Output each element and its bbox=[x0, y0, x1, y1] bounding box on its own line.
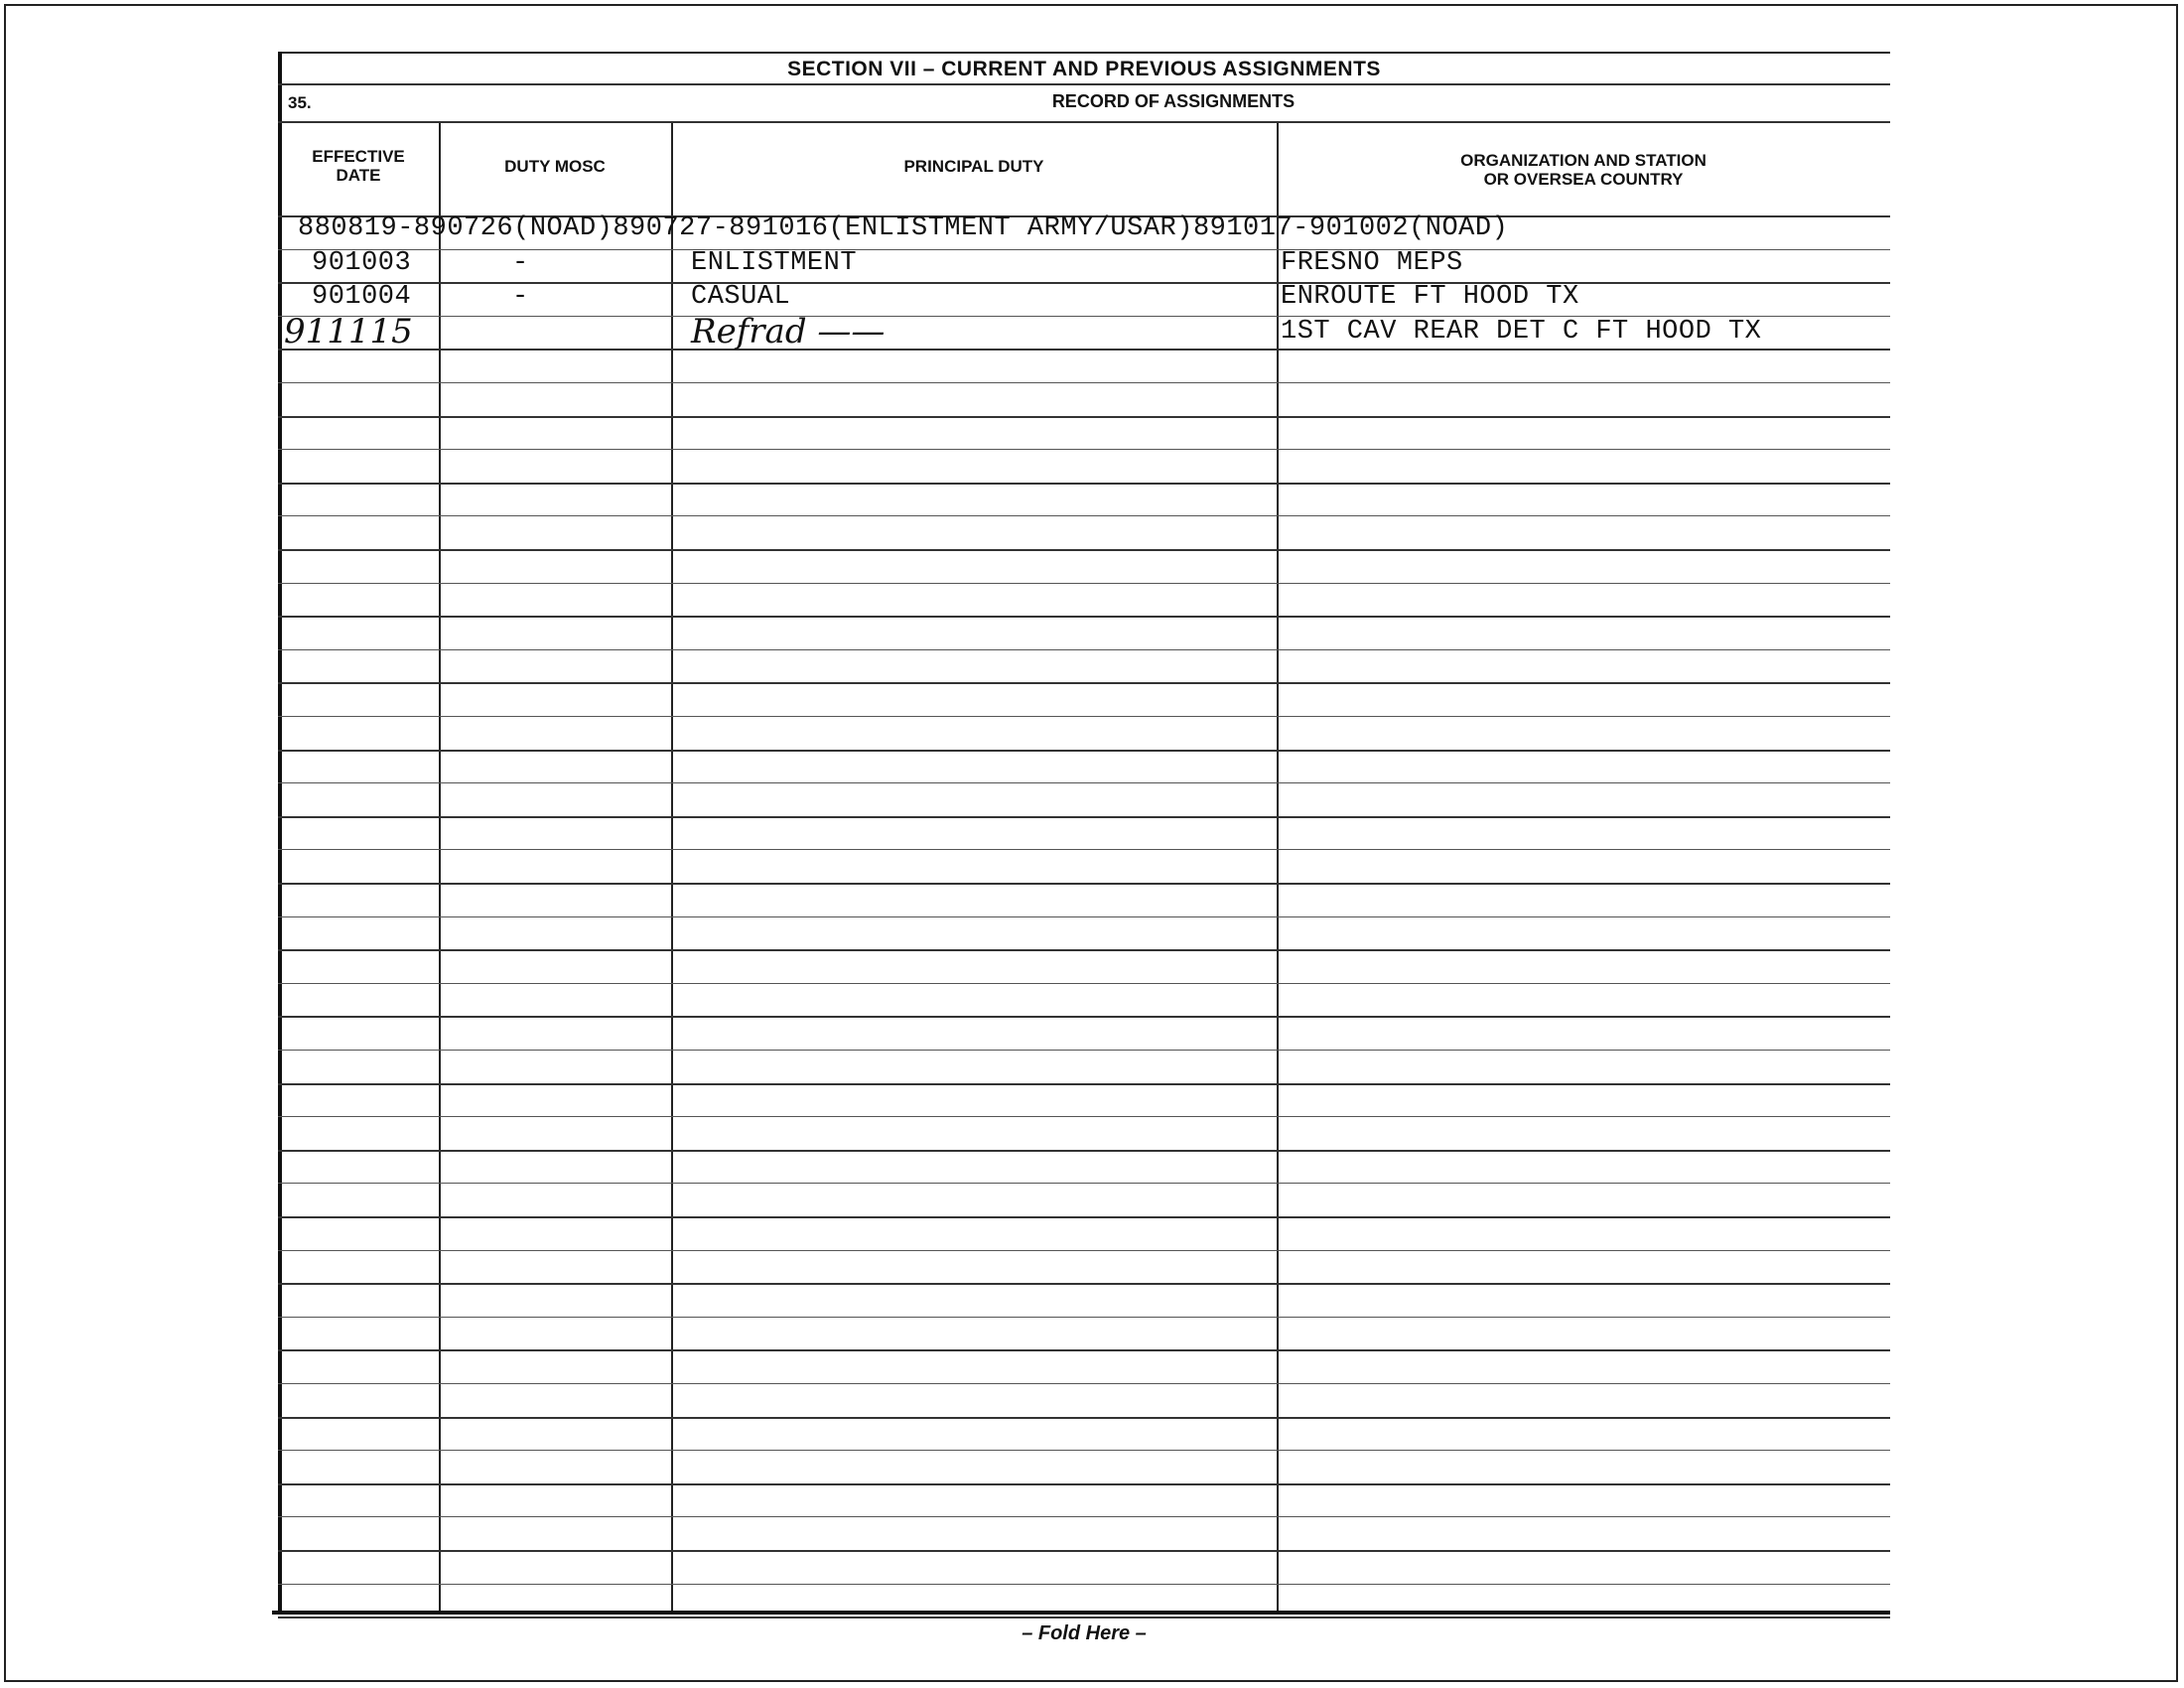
row-2-organization: FRESNO MEPS bbox=[1281, 248, 1463, 278]
row-rule bbox=[278, 1550, 1890, 1552]
col-header-principal-duty: PRINCIPAL DUTY bbox=[903, 157, 1044, 176]
row-rule bbox=[278, 1116, 1890, 1117]
row-rule bbox=[278, 1417, 1890, 1419]
col-header-effective-date: EFFECTIVE DATE bbox=[312, 147, 405, 185]
row-rule bbox=[278, 515, 1890, 516]
row-2-duty-mosc: - bbox=[512, 248, 529, 278]
col-header-duty-mosc: DUTY MOSC bbox=[504, 157, 606, 176]
assignments-form bbox=[278, 52, 1890, 1644]
row-rule bbox=[278, 1016, 1890, 1018]
row-rule bbox=[278, 649, 1890, 650]
row-rule bbox=[278, 549, 1890, 551]
item-number: 35. bbox=[288, 93, 312, 112]
row-rule bbox=[278, 883, 1890, 885]
row-rule bbox=[278, 782, 1890, 783]
row-rule bbox=[278, 949, 1890, 951]
row-rule bbox=[278, 449, 1890, 450]
record-subtitle: RECORD OF ASSIGNMENTS bbox=[1051, 91, 1296, 111]
row-rule bbox=[278, 483, 1890, 485]
form-bottom-border bbox=[272, 1611, 1890, 1615]
row-4-organization: 1ST CAV REAR DET C FT HOOD TX bbox=[1281, 317, 1762, 347]
row-rule bbox=[278, 916, 1890, 917]
row-rule bbox=[278, 1317, 1890, 1318]
row-rule bbox=[278, 1150, 1890, 1152]
header-top-rule bbox=[278, 121, 1890, 123]
row-rule bbox=[278, 1216, 1890, 1218]
row-rule bbox=[278, 1250, 1890, 1251]
row-rule bbox=[278, 1083, 1890, 1085]
form-top-border bbox=[278, 52, 1890, 54]
row-rule bbox=[278, 1617, 1890, 1618]
row-4-principal-duty-handwritten: Refrad —— bbox=[691, 312, 886, 352]
row-rule bbox=[278, 816, 1890, 818]
row-rule bbox=[278, 1516, 1890, 1517]
row-rule bbox=[278, 1584, 1890, 1585]
row-1-continuous-entry: 880819-890726(NOAD)890727-891016(ENLISTMENT ARMY/USAR)891017-901002(NOAD) bbox=[298, 213, 1509, 243]
row-4-effective-date-handwritten: 911115 bbox=[284, 312, 413, 352]
row-rule bbox=[278, 716, 1890, 717]
row-3-duty-mosc: - bbox=[512, 282, 529, 312]
row-rule bbox=[278, 682, 1890, 684]
row-rule bbox=[278, 382, 1890, 383]
row-rule bbox=[278, 1383, 1890, 1384]
fold-here-label: – Fold Here – bbox=[1022, 1622, 1147, 1644]
row-3-principal-duty: CASUAL bbox=[691, 282, 791, 312]
row-rule bbox=[278, 750, 1890, 752]
row-rule bbox=[278, 1349, 1890, 1351]
row-3-organization: ENROUTE FT HOOD TX bbox=[1281, 282, 1579, 312]
row-rule bbox=[278, 1283, 1890, 1285]
row-rule bbox=[278, 416, 1890, 418]
row-rule bbox=[278, 1483, 1890, 1485]
row-rule bbox=[278, 983, 1890, 984]
row-rule bbox=[278, 849, 1890, 850]
row-rule bbox=[278, 349, 1890, 351]
row-rule bbox=[278, 616, 1890, 618]
title-divider bbox=[278, 83, 1890, 85]
row-2-effective-date: 901003 bbox=[312, 248, 412, 278]
row-rule bbox=[278, 1183, 1890, 1184]
row-rule bbox=[278, 1450, 1890, 1451]
row-rule bbox=[278, 583, 1890, 584]
row-2-principal-duty: ENLISTMENT bbox=[691, 248, 858, 278]
col-header-organization: ORGANIZATION AND STATION OR OVERSEA COUNTRY bbox=[1460, 151, 1706, 189]
column-divider-1 bbox=[439, 123, 441, 1615]
section-title: SECTION VII – CURRENT AND PREVIOUS ASSIGNMENTS bbox=[787, 58, 1381, 80]
row-3-effective-date: 901004 bbox=[312, 282, 412, 312]
column-divider-3 bbox=[1277, 123, 1279, 1615]
column-divider-2 bbox=[671, 123, 673, 1615]
row-rule bbox=[278, 1050, 1890, 1051]
form-left-border bbox=[278, 52, 282, 1615]
